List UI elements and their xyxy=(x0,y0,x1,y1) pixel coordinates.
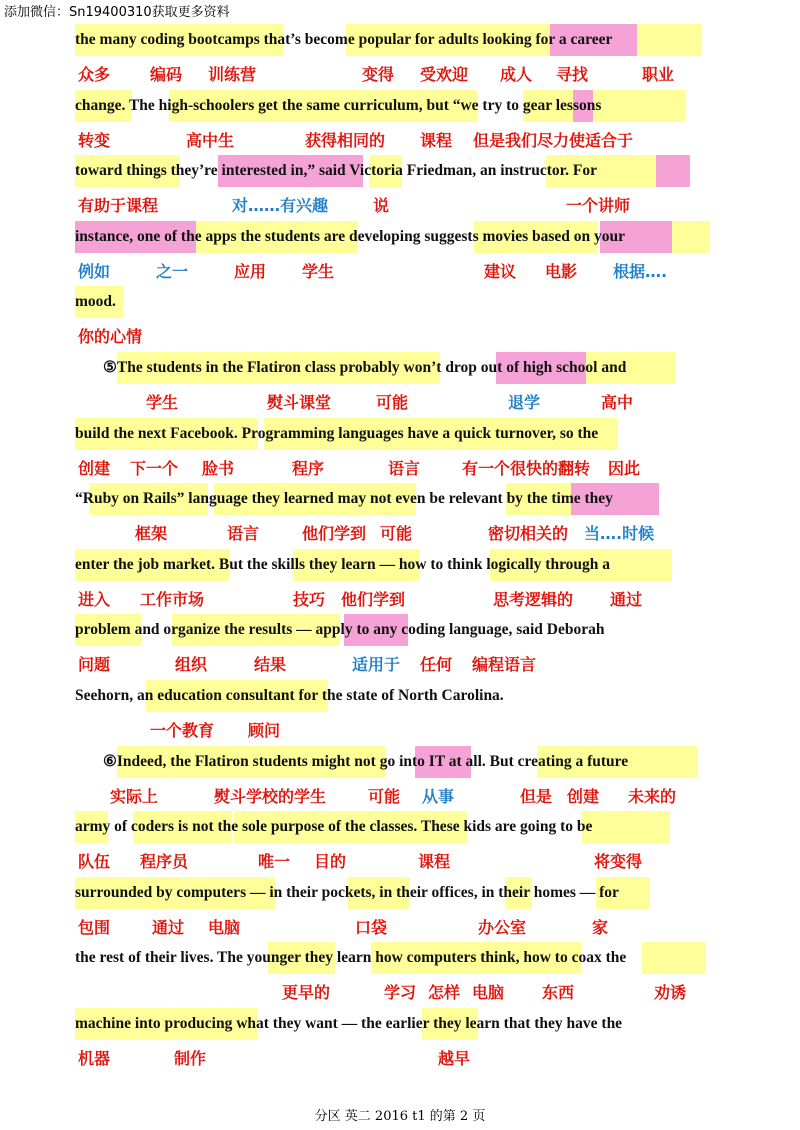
english-sentence-line: instance, one of the apps the students are developing suggests movies based on your xyxy=(75,227,626,245)
chinese-annotation: 家 xyxy=(592,917,609,937)
english-sentence-line: machine into producing what they want — the earlier they learn that they have the xyxy=(75,1015,623,1032)
chinese-annotation: 问题 xyxy=(78,655,111,675)
chinese-annotation: 组织 xyxy=(175,655,208,675)
yellow-highlight xyxy=(642,942,706,974)
yellow-highlight xyxy=(637,24,702,56)
chinese-annotation: 通过 xyxy=(610,589,643,609)
yellow-highlight xyxy=(672,221,710,253)
chinese-annotation: 电脑 xyxy=(472,983,505,1003)
passage-line xyxy=(0,24,800,58)
passage-line xyxy=(0,90,800,124)
chinese-annotation: 之一 xyxy=(156,261,189,281)
watermark-text: 添加微信：Sn19400310获取更多资料 xyxy=(4,5,230,20)
chinese-annotation: 熨斗学校的学生 xyxy=(214,786,327,806)
passage-line xyxy=(0,352,800,386)
chinese-annotation: 通过 xyxy=(152,917,185,937)
chinese-annotation: 转变 xyxy=(78,130,111,150)
chinese-annotation: 任何 xyxy=(420,655,453,675)
chinese-annotation: 例如 xyxy=(78,261,111,281)
chinese-annotation: 可能 xyxy=(376,393,409,412)
english-sentence-line: “Ruby on Rails” language they learned may not even be relevant by the time they xyxy=(75,490,613,508)
passage-line xyxy=(0,155,800,189)
english-sentence-line: the many coding bootcamps that’s become popular for adults looking for a career xyxy=(75,31,613,48)
chinese-annotation: 说 xyxy=(373,196,390,216)
english-sentence-line: Seehorn, an education consultant for the state of North Carolina. xyxy=(75,687,504,704)
english-sentence-line: surrounded by computers — in their pockets, in their offices, in their homes — for xyxy=(75,883,619,901)
chinese-annotation: 成人 xyxy=(500,65,533,84)
chinese-annotation: 从事 xyxy=(422,786,455,806)
chinese-annotation: 结果 xyxy=(254,655,287,675)
chinese-annotation: 训练营 xyxy=(208,65,257,84)
chinese-annotation: 众多 xyxy=(78,65,111,84)
chinese-annotation: 一个教育 xyxy=(150,721,215,740)
english-sentence-line: enter the job market. But the skills they learn — how to think logically through a xyxy=(75,555,611,573)
chinese-annotation: 高中生 xyxy=(186,130,235,150)
chinese-annotation: 一个讲师 xyxy=(566,196,631,216)
chinese-annotation: 唯一 xyxy=(258,852,291,872)
yellow-highlight xyxy=(593,90,686,122)
chinese-annotation: 劝诱 xyxy=(654,983,687,1003)
chinese-annotation: 退学 xyxy=(508,393,541,412)
chinese-annotation: 适用于 xyxy=(352,655,401,675)
chinese-annotation: 熨斗课堂 xyxy=(267,393,332,412)
english-sentence-line: army of coders is not the sole purpose of the classes. These kids are going to be xyxy=(75,818,593,836)
passage-line xyxy=(0,286,800,320)
chinese-annotation: 工作市场 xyxy=(140,589,205,609)
chinese-annotation: 更早的 xyxy=(282,983,331,1003)
chinese-annotation: 创建 xyxy=(567,786,600,806)
chinese-annotation: 编程语言 xyxy=(472,655,537,675)
chinese-annotation: 程序员 xyxy=(140,852,189,872)
english-sentence-line: problem and organize the results — apply to any coding language, said Deborah xyxy=(75,621,605,639)
chinese-annotation: 东西 xyxy=(542,983,575,1003)
chinese-annotation: 因此 xyxy=(608,458,641,478)
chinese-annotation: 语言 xyxy=(388,458,421,478)
chinese-annotation: 未来的 xyxy=(628,786,677,806)
chinese-annotation: 语言 xyxy=(227,524,260,544)
chinese-annotation: 你的心情 xyxy=(78,327,143,347)
passage-line xyxy=(0,483,800,517)
english-sentence-line: toward things they’re interested in,” said Victoria Friedman, an instructor. For xyxy=(75,162,597,180)
chinese-annotation: 学生 xyxy=(146,393,179,412)
chinese-annotation: 寻找 xyxy=(556,65,589,84)
chinese-annotation: 办公室 xyxy=(478,917,527,937)
chinese-annotation: 他们学到 xyxy=(341,589,406,609)
chinese-annotation: 机器 xyxy=(78,1049,111,1068)
chinese-annotation: 脸书 xyxy=(202,458,235,478)
english-sentence-line: ⑥Indeed, the Flatiron students might not go into IT at all. But creating a future xyxy=(103,752,629,770)
chinese-annotation: 课程 xyxy=(418,852,451,872)
passage-line xyxy=(0,680,800,714)
passage-line xyxy=(0,614,800,648)
chinese-annotation: 实际上 xyxy=(110,786,159,806)
passage-line xyxy=(0,811,800,845)
chinese-annotation: 建议 xyxy=(484,261,517,281)
english-sentence-line: the rest of their lives. The younger they learn how computers think, how to coax the xyxy=(75,949,627,967)
chinese-annotation: 获得相同的 xyxy=(305,130,386,150)
chinese-annotation: 下一个 xyxy=(130,458,179,478)
english-sentence-line: ⑤The students in the Flatiron class probably won’t drop out of high school and xyxy=(103,359,627,376)
chinese-annotation: 思考逻辑的 xyxy=(493,589,574,609)
chinese-annotation: 进入 xyxy=(78,589,111,609)
chinese-annotation: 学习 xyxy=(384,983,417,1003)
passage-line xyxy=(0,418,800,452)
chinese-annotation: 队伍 xyxy=(78,852,111,872)
chinese-annotation: 但是我们尽力使适合于 xyxy=(473,130,634,150)
chinese-annotation: 受欢迎 xyxy=(420,65,469,84)
chinese-annotation: 变得 xyxy=(362,65,395,84)
chinese-annotation: 可能 xyxy=(380,524,413,544)
chinese-annotation: 技巧 xyxy=(293,589,326,609)
passage-line xyxy=(0,746,800,780)
chinese-annotation: 对……有兴趣 xyxy=(232,196,329,216)
pink-highlight xyxy=(656,155,690,187)
english-sentence-line: mood. xyxy=(75,293,116,311)
chinese-annotation: 高中 xyxy=(601,393,634,412)
passage-line xyxy=(0,942,800,976)
chinese-annotation: 编码 xyxy=(150,65,183,84)
passage-line xyxy=(0,877,800,911)
chinese-annotation: 当….时候 xyxy=(584,524,655,544)
english-sentence-line: build the next Facebook. Programming languages have a quick turnover, so the xyxy=(75,424,599,442)
chinese-annotation: 学生 xyxy=(302,261,335,281)
chinese-annotation: 目的 xyxy=(314,852,347,872)
page-footer: 分区 英二 2016 t1 的第 2 页 xyxy=(314,1109,486,1124)
chinese-annotation: 怎样 xyxy=(428,983,461,1003)
chinese-annotation: 他们学到 xyxy=(302,524,367,544)
chinese-annotation: 口袋 xyxy=(355,917,388,937)
chinese-annotation: 有助于课程 xyxy=(78,196,159,216)
chinese-annotation: 课程 xyxy=(420,130,453,150)
yellow-highlight xyxy=(582,811,670,843)
english-sentence-line: change. The high-schoolers get the same curriculum, but “we try to gear lessons xyxy=(75,96,602,114)
chinese-annotation: 框架 xyxy=(135,524,168,544)
chinese-annotation: 有一个很快的翻转 xyxy=(462,458,591,478)
chinese-annotation: 电影 xyxy=(545,261,578,281)
chinese-annotation: 根据…. xyxy=(613,261,668,281)
chinese-annotation: 顾问 xyxy=(248,721,281,740)
chinese-annotation: 但是 xyxy=(520,786,553,806)
passage-line xyxy=(0,549,800,583)
chinese-annotation: 可能 xyxy=(368,786,401,806)
chinese-annotation: 制作 xyxy=(174,1049,207,1068)
chinese-annotation: 越早 xyxy=(438,1049,471,1068)
chinese-annotation: 电脑 xyxy=(208,917,241,937)
chinese-annotation: 密切相关的 xyxy=(488,524,569,544)
chinese-annotation: 包围 xyxy=(78,917,111,937)
passage-line xyxy=(0,221,800,255)
chinese-annotation: 程序 xyxy=(292,458,325,478)
chinese-annotation: 应用 xyxy=(234,261,267,281)
passage-line xyxy=(0,1008,800,1042)
chinese-annotation: 创建 xyxy=(78,458,111,478)
chinese-annotation: 职业 xyxy=(642,65,675,84)
chinese-annotation: 将变得 xyxy=(594,852,643,872)
